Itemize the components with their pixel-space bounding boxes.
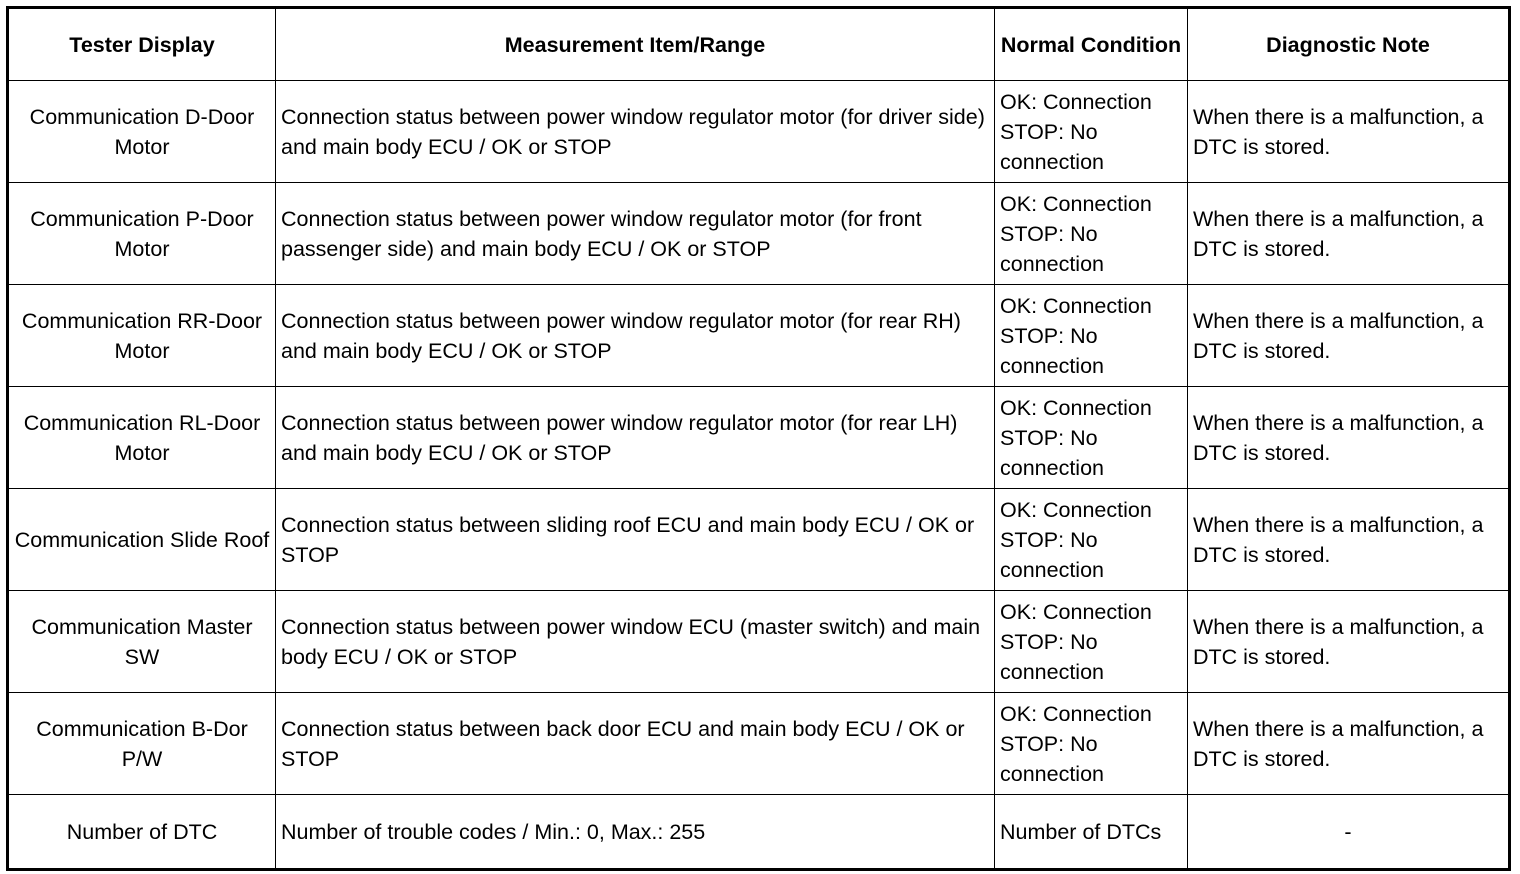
normal-condition-cell: OK: Connection STOP: No connection bbox=[995, 591, 1188, 693]
measurement-cell: Number of trouble codes / Min.: 0, Max.: 255 bbox=[276, 795, 995, 870]
tester-display-cell: Communication RL-Door Motor bbox=[8, 387, 276, 489]
diagnostic-note-cell: When there is a malfunction, a DTC is stored. bbox=[1188, 693, 1510, 795]
measurement-cell: Connection status between power window regulator motor (for rear RH) and main body ECU / OK or STOP bbox=[276, 285, 995, 387]
measurement-cell: Connection status between power window regulator motor (for rear LH) and main body ECU / OK or STOP bbox=[276, 387, 995, 489]
table-row bbox=[8, 693, 1510, 795]
normal-condition-cell: Number of DTCs bbox=[995, 795, 1188, 870]
tester-display-cell: Communication Slide Roof bbox=[8, 489, 276, 591]
tester-display-cell: Communication RR-Door Motor bbox=[8, 285, 276, 387]
diagnostic-note-cell: When there is a malfunction, a DTC is stored. bbox=[1188, 489, 1510, 591]
table-row bbox=[8, 489, 1510, 591]
tester-display-cell: Number of DTC bbox=[8, 795, 276, 870]
header-row bbox=[8, 8, 1510, 81]
diagnostic-note-cell: When there is a malfunction, a DTC is stored. bbox=[1188, 591, 1510, 693]
tester-display-cell: Communication Master SW bbox=[8, 591, 276, 693]
measurement-cell: Connection status between power window regulator motor (for driver side) and main body ECU / OK or STOP bbox=[276, 81, 995, 183]
header-tester-display: Tester Display bbox=[8, 8, 276, 81]
measurement-cell: Connection status between back door ECU and main body ECU / OK or STOP bbox=[276, 693, 995, 795]
table-row bbox=[8, 285, 1510, 387]
diagnostic-note-cell: When there is a malfunction, a DTC is stored. bbox=[1188, 183, 1510, 285]
tester-display-cell: Communication B-Dor P/W bbox=[8, 693, 276, 795]
diagnostic-note-cell: When there is a malfunction, a DTC is stored. bbox=[1188, 81, 1510, 183]
data-list-table bbox=[6, 6, 1511, 871]
measurement-cell: Connection status between sliding roof ECU and main body ECU / OK or STOP bbox=[276, 489, 995, 591]
measurement-cell: Connection status between power window regulator motor (for front passenger side) and main body ECU / OK or STOP bbox=[276, 183, 995, 285]
diagnostic-note-cell: - bbox=[1188, 795, 1510, 870]
tester-display-cell: Communication D-Door Motor bbox=[8, 81, 276, 183]
header-normal-condition: Normal Condition bbox=[995, 8, 1188, 81]
table-row bbox=[8, 81, 1510, 183]
header-measurement-item: Measurement Item/Range bbox=[276, 8, 995, 81]
header-diagnostic-note: Diagnostic Note bbox=[1188, 8, 1510, 81]
normal-condition-cell: OK: Connection STOP: No connection bbox=[995, 387, 1188, 489]
diagnostic-note-cell: When there is a malfunction, a DTC is stored. bbox=[1188, 387, 1510, 489]
tester-display-cell: Communication P-Door Motor bbox=[8, 183, 276, 285]
table-row bbox=[8, 183, 1510, 285]
normal-condition-cell: OK: Connection STOP: No connection bbox=[995, 693, 1188, 795]
normal-condition-cell: OK: Connection STOP: No connection bbox=[995, 285, 1188, 387]
normal-condition-cell: OK: Connection STOP: No connection bbox=[995, 183, 1188, 285]
measurement-cell: Connection status between power window ECU (master switch) and main body ECU / OK or STOP bbox=[276, 591, 995, 693]
table-row bbox=[8, 387, 1510, 489]
normal-condition-cell: OK: Connection STOP: No connection bbox=[995, 489, 1188, 591]
diagnostic-note-cell: When there is a malfunction, a DTC is stored. bbox=[1188, 285, 1510, 387]
normal-condition-cell: OK: Connection STOP: No connection bbox=[995, 81, 1188, 183]
table-row bbox=[8, 795, 1510, 870]
table-row bbox=[8, 591, 1510, 693]
